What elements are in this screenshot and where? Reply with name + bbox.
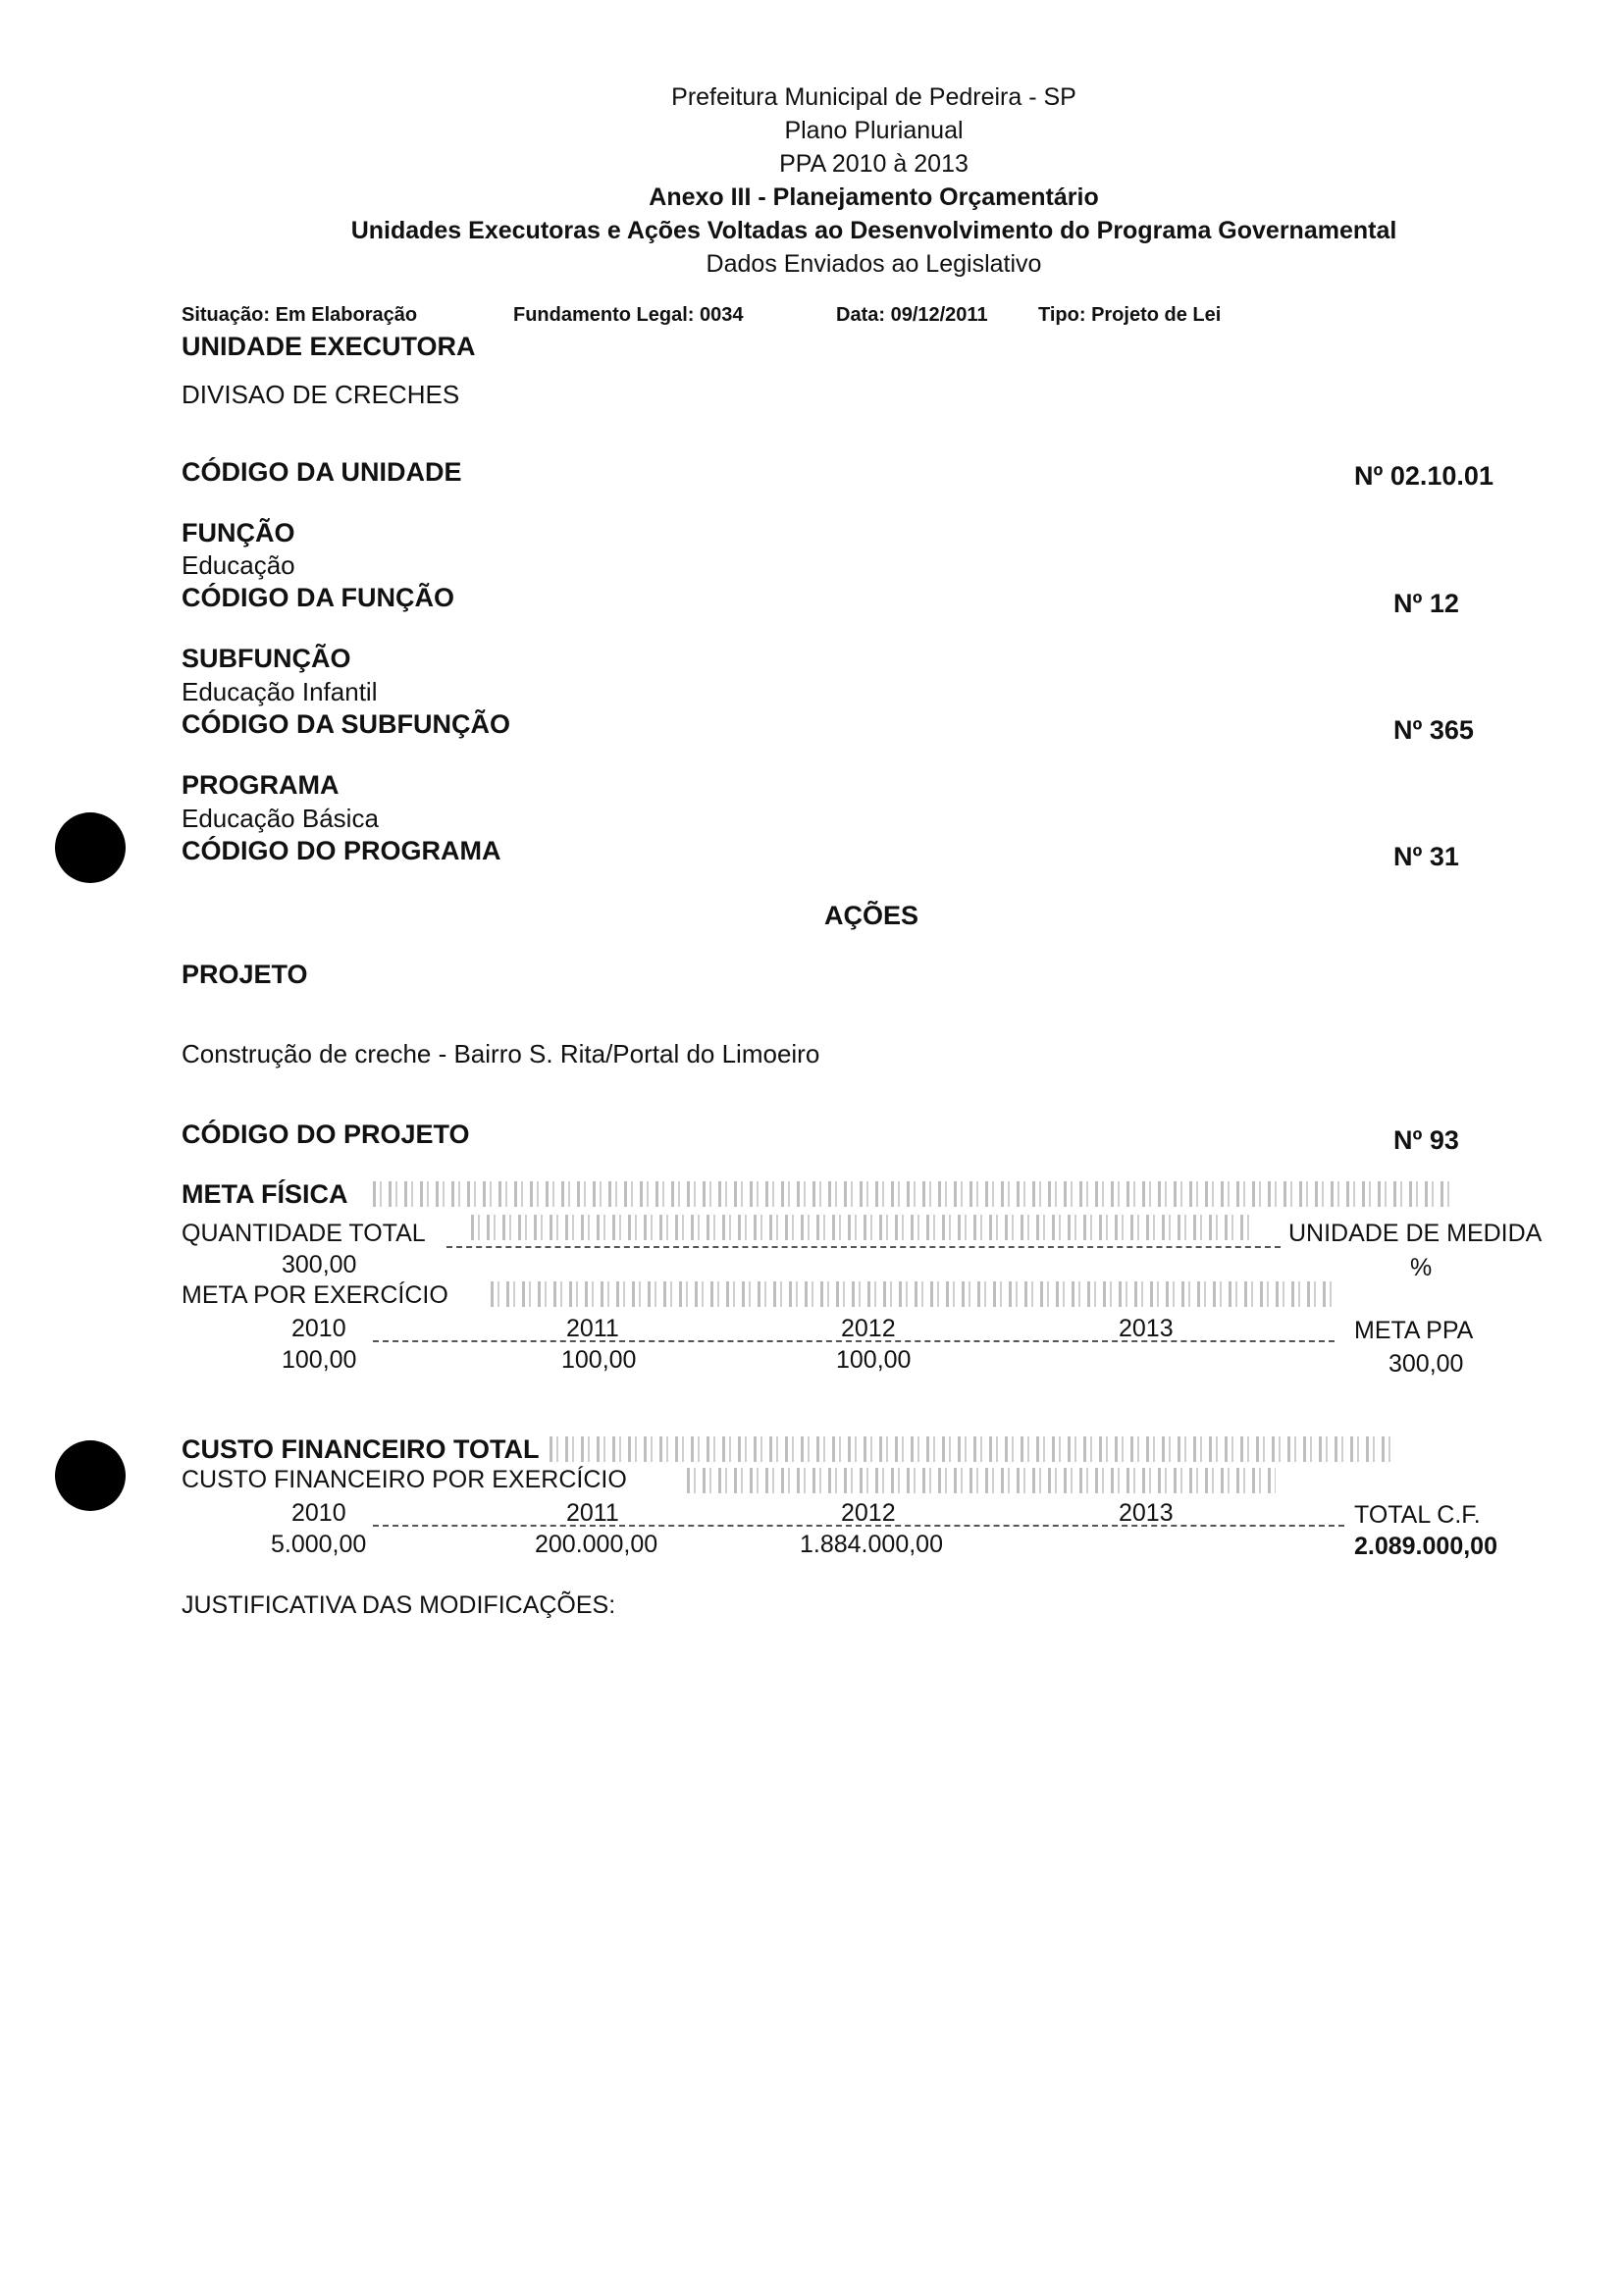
subfuncao-label: SUBFUNÇÃO bbox=[182, 644, 351, 673]
custo-por-exercicio-label: CUSTO FINANCEIRO POR EXERCÍCIO bbox=[182, 1466, 627, 1493]
meta-year-2011: 2011 bbox=[566, 1315, 619, 1342]
header-plano: Plano Plurianual bbox=[784, 117, 964, 144]
header-anexo: Anexo III - Planejamento Orçamentário bbox=[649, 183, 1099, 211]
custo-value-2011: 200.000,00 bbox=[535, 1531, 658, 1558]
punch-hole-bottom bbox=[55, 1440, 126, 1511]
scan-noise bbox=[491, 1281, 1335, 1307]
fundamento-legal: Fundamento Legal: 0034 bbox=[513, 304, 744, 326]
programa-label: PROGRAMA bbox=[182, 770, 340, 800]
meta-value-2012: 100,00 bbox=[836, 1346, 912, 1374]
custo-year-2013: 2013 bbox=[1119, 1499, 1174, 1527]
funcao-value: Educação bbox=[182, 550, 295, 580]
custo-value-2012: 1.884.000,00 bbox=[800, 1531, 943, 1558]
unidade-medida-label: UNIDADE DE MEDIDA bbox=[1288, 1220, 1543, 1247]
meta-fisica-label: META FÍSICA bbox=[182, 1179, 348, 1209]
codigo-projeto-label: CÓDIGO DO PROJETO bbox=[182, 1120, 470, 1149]
header-prefeitura: Prefeitura Municipal de Pedreira - SP bbox=[671, 83, 1076, 111]
unidade-executora-label: UNIDADE EXECUTORA bbox=[182, 332, 476, 361]
programa-value: Educação Básica bbox=[182, 804, 379, 833]
divider bbox=[373, 1340, 1335, 1342]
codigo-programa-label: CÓDIGO DO PROGRAMA bbox=[182, 836, 501, 865]
custo-year-2011: 2011 bbox=[566, 1499, 619, 1527]
meta-por-exercicio-label: META POR EXERCÍCIO bbox=[182, 1281, 448, 1309]
acoes-title: AÇÕES bbox=[824, 901, 919, 930]
quantidade-total-label: QUANTIDADE TOTAL bbox=[182, 1220, 426, 1247]
unidade-executora-value: DIVISAO DE CRECHES bbox=[182, 380, 460, 409]
custo-total-label: CUSTO FINANCEIRO TOTAL bbox=[182, 1434, 540, 1464]
total-cf-label: TOTAL C.F. bbox=[1354, 1501, 1481, 1529]
subfuncao-value: Educação Infantil bbox=[182, 677, 378, 706]
scan-noise bbox=[471, 1215, 1256, 1240]
quantidade-total-value: 300,00 bbox=[282, 1251, 357, 1278]
tipo: Tipo: Projeto de Lei bbox=[1038, 304, 1222, 326]
header-ppa: PPA 2010 à 2013 bbox=[779, 150, 969, 178]
meta-value-2010: 100,00 bbox=[282, 1346, 357, 1374]
codigo-unidade-label: CÓDIGO DA UNIDADE bbox=[182, 457, 462, 487]
projeto-label: PROJETO bbox=[182, 960, 308, 989]
codigo-unidade-value: Nº 02.10.01 bbox=[1354, 461, 1493, 491]
codigo-funcao-label: CÓDIGO DA FUNÇÃO bbox=[182, 583, 454, 612]
meta-year-2010: 2010 bbox=[291, 1315, 346, 1342]
codigo-subfuncao-value: Nº 365 bbox=[1393, 715, 1474, 745]
situacao: Situação: Em Elaboração bbox=[182, 304, 418, 326]
codigo-funcao-value: Nº 12 bbox=[1393, 589, 1459, 618]
meta-ppa-label: META PPA bbox=[1354, 1317, 1474, 1344]
custo-value-2010: 5.000,00 bbox=[271, 1531, 367, 1558]
scan-noise bbox=[550, 1436, 1393, 1462]
header-dados: Dados Enviados ao Legislativo bbox=[706, 250, 1042, 278]
custo-year-2010: 2010 bbox=[291, 1499, 346, 1527]
codigo-subfuncao-label: CÓDIGO DA SUBFUNÇÃO bbox=[182, 709, 510, 739]
divider bbox=[373, 1525, 1344, 1527]
meta-year-2012: 2012 bbox=[841, 1315, 896, 1342]
funcao-label: FUNÇÃO bbox=[182, 518, 295, 547]
justificativa-label: JUSTIFICATIVA DAS MODIFICAÇÕES: bbox=[182, 1591, 616, 1619]
unidade-medida-value: % bbox=[1410, 1254, 1433, 1281]
codigo-projeto-value: Nº 93 bbox=[1393, 1125, 1459, 1155]
scan-noise bbox=[373, 1181, 1452, 1207]
projeto-value: Construção de creche - Bairro S. Rita/Portal do Limoeiro bbox=[182, 1039, 820, 1068]
total-cf-value: 2.089.000,00 bbox=[1354, 1533, 1497, 1560]
custo-year-2012: 2012 bbox=[841, 1499, 896, 1527]
meta-year-2013: 2013 bbox=[1119, 1315, 1174, 1342]
scan-noise bbox=[687, 1468, 1276, 1493]
meta-ppa-value: 300,00 bbox=[1388, 1350, 1464, 1378]
header-unidades: Unidades Executoras e Ações Voltadas ao Desenvolvimento do Programa Governamental bbox=[350, 217, 1397, 244]
punch-hole-top bbox=[55, 812, 126, 883]
data: Data: 09/12/2011 bbox=[836, 304, 988, 326]
codigo-programa-value: Nº 31 bbox=[1393, 842, 1459, 871]
meta-value-2011: 100,00 bbox=[561, 1346, 637, 1374]
divider bbox=[446, 1246, 1281, 1248]
